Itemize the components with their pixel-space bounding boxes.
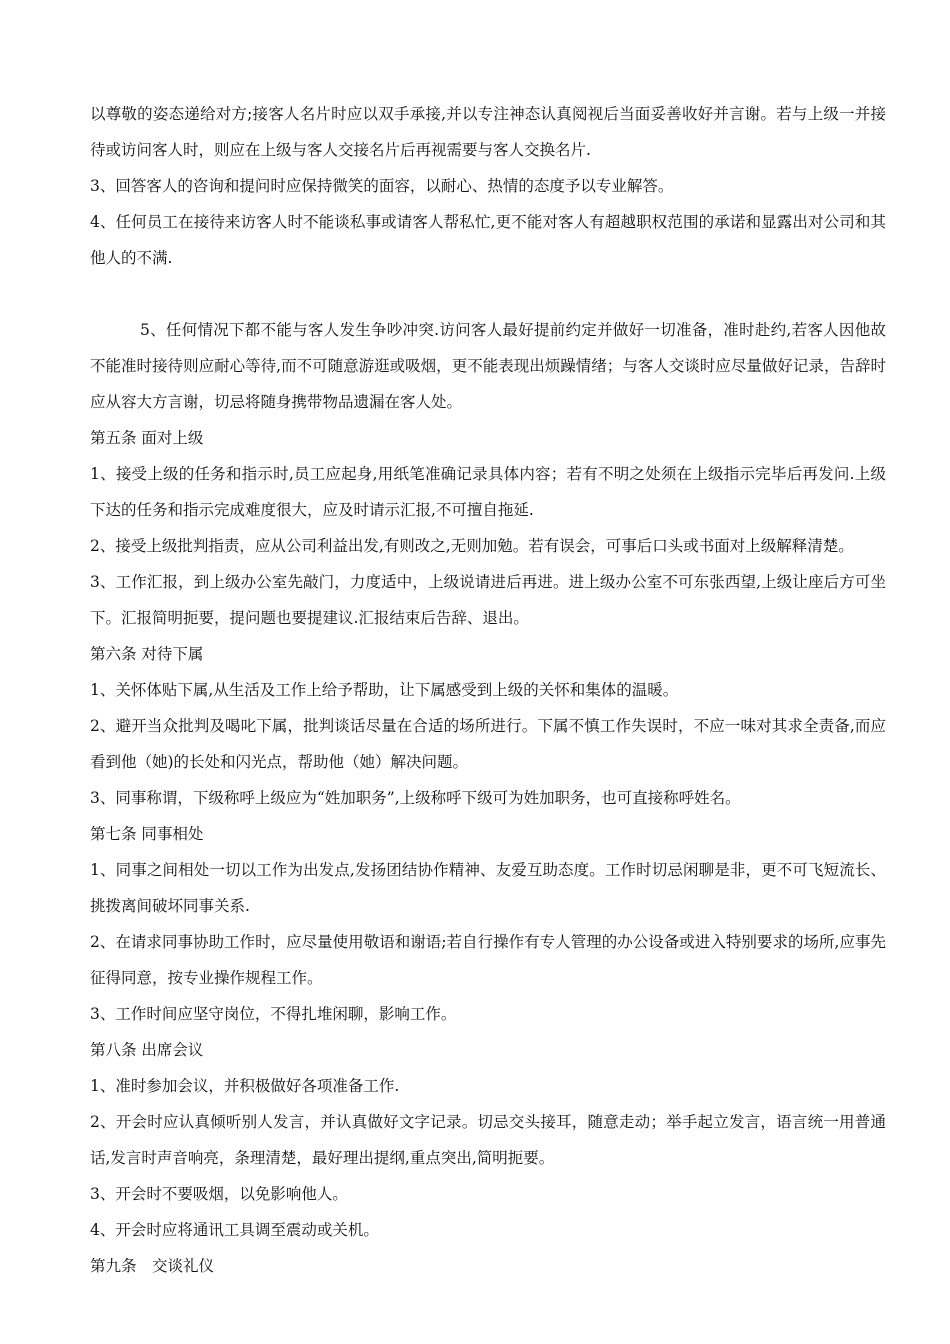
- section-heading-superiors: 第五条 面对上级: [90, 429, 204, 447]
- paragraph-meeting-2: 2、开会时应认真倾听别人发言，并认真做好文字记录。切忌交头接耳，随意走动；举手起立发言，语言统一用普通话,发言时声音响亮，条理清楚，最好理出提纲,重点突出,简明扼要。: [90, 1113, 886, 1167]
- section-heading-meetings: 第八条 出席会议: [90, 1041, 204, 1059]
- paragraph-meeting-3: 3、开会时不要吸烟，以免影响他人。: [90, 1185, 348, 1203]
- paragraph-superior-1: 1、接受上级的任务和指示时,员工应起身,用纸笔准确记录具体内容；若有不明之处须在上级指示完毕后再发问.上级下达的任务和指示完成难度很大，应及时请示汇报,不可擅自拖延.: [90, 465, 886, 519]
- paragraph-subordinate-3: 3、同事称谓，下级称呼上级应为“姓加职务”,上级称呼下级可为姓加职务，也可直接称呼姓名。: [90, 789, 741, 807]
- section-heading-subordinates: 第六条 对待下属: [90, 645, 204, 663]
- paragraph-meeting-4: 4、开会时应将通讯工具调至震动或关机。: [90, 1221, 379, 1239]
- paragraph-answer-inquiries: 3、回答客人的咨询和提问时应保持微笑的面容，以耐心、热情的态度予以专业解答。: [90, 177, 674, 195]
- paragraph-superior-3: 3、工作汇报，到上级办公室先敲门，力度适中，上级说请进后再进。进上级办公室不可东张西望,上级让座后方可坐下。汇报简明扼要，提问题也要提建议.汇报结束后告辞、退出。: [90, 573, 886, 627]
- document-page: [90, 96, 886, 1284]
- paragraph-no-private-matters: 4、任何员工在接待来访客人时不能谈私事或请客人帮私忙,更不能对客人有超越职权范围的承诺和显露出对公司和其他人的不满.: [90, 213, 886, 267]
- section-heading-conversation: 第九条 交谈礼仪: [90, 1257, 215, 1275]
- paragraph-subordinate-1: 1、关怀体贴下属,从生活及工作上给予帮助，让下属感受到上级的关怀和集体的温暖。: [90, 681, 679, 699]
- paragraph-meeting-1: 1、准时参加会议，并积极做好各项准备工作.: [90, 1077, 400, 1095]
- paragraph-business-card: 以尊敬的姿态递给对方;接客人名片时应以双手承接,并以专注神态认真阅视后当面妥善收好并言谢。若与上级一并接待或访问客人时，则应在上级与客人交接名片后再视需要与客人交换名片.: [90, 105, 886, 159]
- paragraph-subordinate-2: 2、避开当众批判及喝叱下属，批判谈话尽量在合适的场所进行。下属不慎工作失误时，不应一味对其求全责备,而应看到他（她)的长处和闪光点，帮助他（她）解决问题。: [90, 717, 886, 771]
- paragraph-no-conflict: 5、任何情况下都不能与客人发生争吵冲突.访问客人最好提前约定并做好一切准备，准时赴约,若客人因他故不能准时接待则应耐心等待,而不可随意游逛或吸烟，更不能表现出烦躁情绪；与客人交谈时应尽量做好记录，告辞时应从容大方言谢，切忌将随身携带物品遗漏在客人处。: [90, 321, 886, 411]
- paragraph-gap: [90, 276, 886, 312]
- paragraph-superior-2: 2、接受上级批判指责，应从公司利益出发,有则改之,无则加勉。若有误会，可事后口头或书面对上级解释清楚。: [90, 537, 854, 555]
- paragraph-colleague-2: 2、在请求同事协助工作时，应尽量使用敬语和谢语;若自行操作有专人管理的办公设备或进入特别要求的场所,应事先征得同意，按专业操作规程工作。: [90, 933, 886, 987]
- paragraph-colleague-3: 3、工作时间应坚守岗位，不得扎堆闲聊，影响工作。: [90, 1005, 457, 1023]
- paragraph-colleague-1: 1、同事之间相处一切以工作为出发点,发扬团结协作精神、友爱互助态度。工作时切忌闲聊是非，更不可飞短流长、挑拨离间破坏同事关系.: [90, 861, 886, 915]
- section-heading-colleagues: 第七条 同事相处: [90, 825, 204, 843]
